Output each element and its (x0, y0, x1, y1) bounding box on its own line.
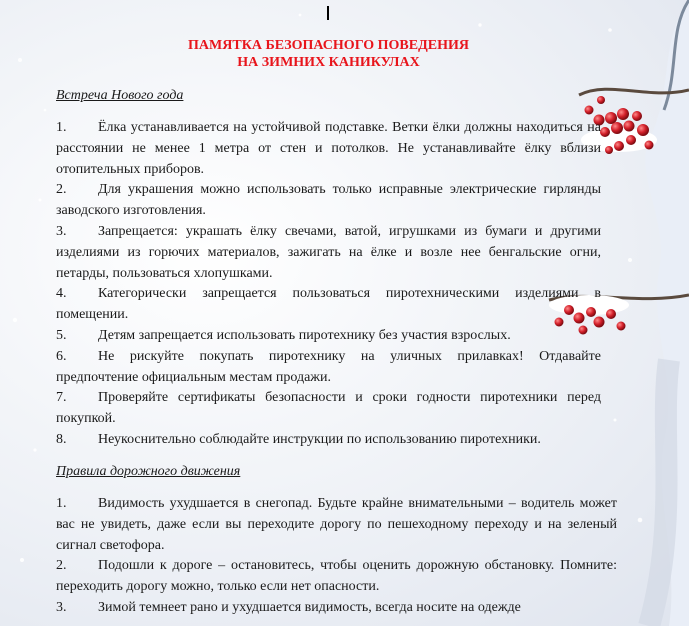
list-item: 2. Для украшения можно использовать только исправные электрические гирлянды заводского изготовления. (56, 182, 601, 219)
list-item: 7. Проверяйте сертификаты безопасности и сроки годности пиротехники перед покупкой. (56, 390, 601, 427)
page-title (56, 37, 601, 71)
list-item: 3. Запрещается: украшать ёлку свечами, ватой, игрушками из бумаги и другими изделиями из горючих материалов, зажигать на ёлке и возле нее бенгальские огни, петарды, пользоваться хлопушками. (56, 223, 601, 281)
list-item: 1. Ёлка устанавливается на устойчивой подставке. Ветки ёлки должны находиться на расстоянии не менее 1 метра от стен и потолков. Не устанавливайте ёлку вблизи отопительных приборов. (56, 120, 601, 177)
title-line-2: НА ЗИМНИХ КАНИКУЛАХ (237, 55, 420, 70)
section-heading-traffic: Правила дорожного движения (56, 464, 241, 479)
section-heading-new-year: Встреча Нового года (56, 88, 184, 103)
title-line-1: ПАМЯТКА БЕЗОПАСНОГО ПОВЕДЕНИЯ (188, 38, 469, 53)
text-cursor (327, 6, 329, 20)
list-item: 3. Зимой темнеет рано и ухудшается видимость, всегда носите на одежде (56, 599, 521, 615)
new-year-list (56, 118, 601, 451)
list-item: 6. Не рискуйте покупать пиротехнику на уличных прилавках! Отдавайте предпочтение официальным местам продажи. (56, 348, 601, 385)
list-item: 8. Неукоснительно соблюдайте инструкции по использованию пиротехники. (56, 431, 541, 447)
list-item: 5. Детям запрещается использовать пиротехнику без участия взрослых. (56, 327, 511, 343)
list-item: 2. Подошли к дороге – остановитесь, чтобы оценить дорожную обстановку. Помните: переходить дорогу можно, только если нет опасности. (56, 558, 617, 595)
traffic-rules-list (56, 494, 617, 619)
list-item: 4. Категорически запрещается пользоваться пиротехническими изделиями в помещении. (56, 286, 601, 323)
list-item: 1. Видимость ухудшается в снегопад. Будьте крайне внимательными – водитель может вас не увидеть, даже если вы переходите дорогу по пешеходному переходу и на зеленый сигнал светофора. (56, 496, 617, 553)
